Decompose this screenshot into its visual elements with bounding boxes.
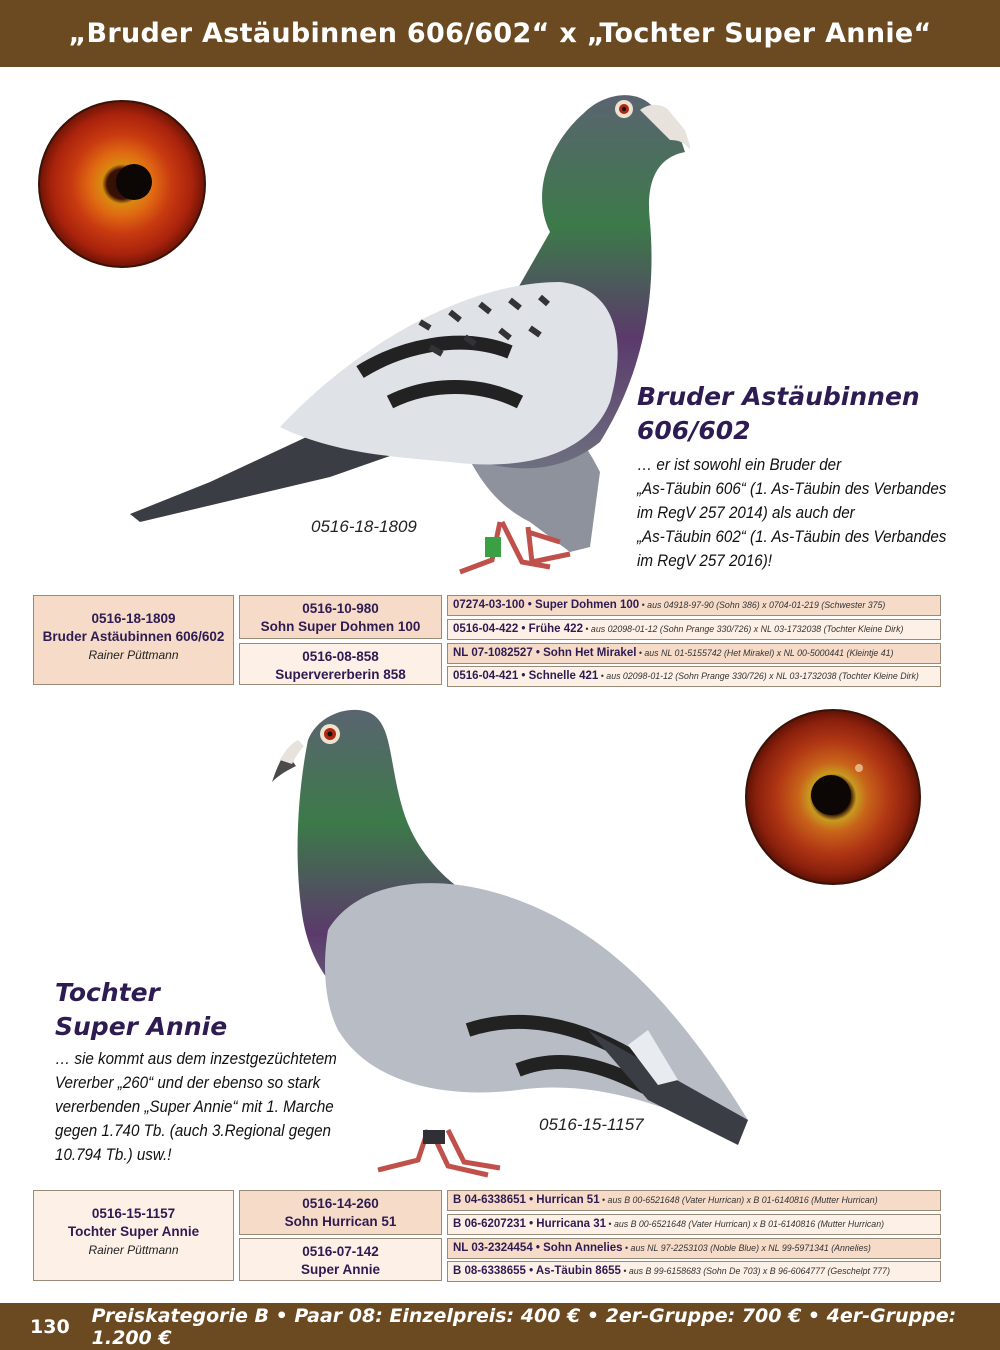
pigeon-photo-1	[130, 82, 690, 587]
pedigree-2-grandparent: B 04-6338651 • Hurrican 51 • aus B 00-6521648 (Vater Hurrican) x B 01-6140816 (Mutter Hurrican)	[447, 1190, 941, 1211]
pedigree-2-grandparent: B 08-6338655 • As-Täubin 8655 • aus B 99-6158683 (Sohn De 703) x B 96-6064777 (Geschelpt 777)	[447, 1261, 941, 1282]
eye-photo-2	[744, 708, 922, 886]
pedigree-2-father: 0516-14-260 Sohn Hurrican 51	[239, 1190, 442, 1235]
pedigree-1-mother: 0516-08-858 Supervererberin 858	[239, 643, 442, 685]
pedigree-2-mother: 0516-07-142 Super Annie	[239, 1238, 442, 1281]
pedigree-1-grandparent: 0516-04-422 • Frühe 422 • aus 02098-01-12 (Sohn Prange 330/726) x NL 03-1732038 (Tochter Kleine Dirk)	[447, 619, 941, 640]
page-title: „Bruder Astäubinnen 606/602“ x „Tochter Super Annie“	[68, 18, 932, 49]
ring-label-2: 0516-15-1157	[539, 1115, 644, 1134]
pedigree-1-grandparent: 0516-04-421 • Schnelle 421 • aus 02098-01-12 (Sohn Prange 330/726) x NL 03-1732038 (Tochter Kleine Dirk)	[447, 666, 941, 687]
pedigree-2-main: 0516-15-1157 Tochter Super Annie Rainer Püttmann	[33, 1190, 234, 1281]
pedigree-1-grandparent: NL 07-1082527 • Sohn Het Mirakel • aus NL 01-5155742 (Het Mirakel) x NL 00-5000441 (Kleintje 41)	[447, 643, 941, 664]
pigeon-2-name: Tochter Super Annie	[55, 978, 228, 1041]
pedigree-1-main: 0516-18-1809 Bruder Astäubinnen 606/602 Rainer Püttmann	[33, 595, 234, 685]
page-number: 130	[30, 1315, 70, 1338]
pedigree-1-grandparent: 07274-03-100 • Super Dohmen 100 • aus 04918-97-90 (Sohn 386) x 0704-01-219 (Schwester 375)	[447, 595, 941, 616]
pedigree-1-father: 0516-10-980 Sohn Super Dohmen 100	[239, 595, 442, 639]
pigeon-1-name: Bruder Astäubinnen 606/602	[637, 382, 920, 445]
pigeon-1-description: … er ist sowohl ein Bruder der „As-Täubin 606“ (1. As-Täubin des Verbandes im RegV 257 2014) als auch der „As-Täubin 602“ (1. As-Täubin des Verbandes im RegV 257 2016)!	[637, 456, 947, 570]
page-footer	[0, 1303, 1000, 1350]
pedigree-2-grandparent: B 06-6207231 • Hurricana 31 • aus B 00-6521648 (Vater Hurrican) x B 01-6140816 (Mutter Hurrican)	[447, 1214, 941, 1235]
price-info: Preiskategorie B • Paar 08: Einzelpreis: 400 € • 2er-Gruppe: 700 € • 4er-Gruppe: 1.200 €	[91, 1304, 957, 1349]
page-header	[0, 0, 1000, 67]
pigeon-photo-2	[268, 700, 768, 1190]
pigeon-2-description: … sie kommt aus dem inzestgezüchtetem Vererber „260“ und der ebenso so stark vererbenden „Super Annie“ mit 1. Marche gegen 1.740 Tb. (auch 3.Regional gegen 10.794 Tb.) usw.!	[55, 1050, 337, 1164]
pedigree-2-grandparent: NL 03-2324454 • Sohn Annelies • aus NL 97-2253103 (Noble Blue) x NL 99-5971341 (Annelies)	[447, 1238, 941, 1259]
ring-label-1: 0516-18-1809	[311, 517, 417, 536]
